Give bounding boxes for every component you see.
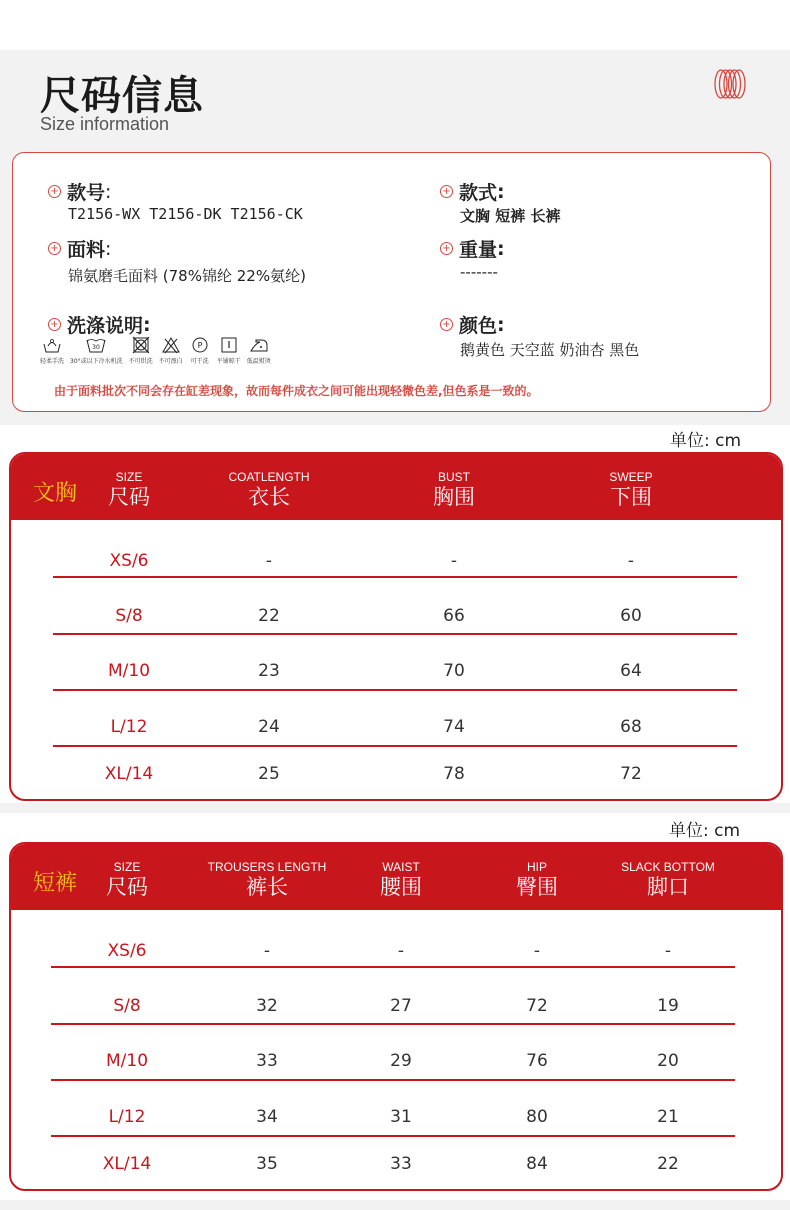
table-cell: 33	[390, 1154, 412, 1174]
table-cell: 35	[256, 1154, 278, 1174]
weight-value: -------	[460, 263, 498, 281]
dry-clean-p-icon: P 可干洗	[189, 336, 211, 365]
plus-circle-icon: +	[440, 318, 453, 331]
table-cell: 24	[258, 717, 280, 737]
table-cell: 78	[443, 764, 465, 784]
table-cell: 32	[256, 996, 278, 1016]
row-divider	[53, 576, 737, 578]
size-cell: S/8	[113, 996, 141, 1016]
weight-heading: + 重量 :	[440, 235, 505, 262]
svg-text:30: 30	[92, 344, 101, 351]
table-cell: 72	[620, 764, 642, 784]
flat-dry-icon: 平铺晾干	[217, 336, 241, 365]
table-cell: 25	[258, 764, 280, 784]
table-cell: -	[397, 941, 405, 961]
column-header-zh: 衣长	[248, 485, 290, 509]
column-header	[609, 470, 652, 510]
rings-decoration-icon	[713, 68, 747, 100]
size-cell: XS/6	[107, 941, 147, 961]
shorts-unit-label: 单位: cm	[669, 821, 741, 841]
column-header-zh: 臀围	[516, 875, 558, 899]
table-cell: 84	[526, 1154, 548, 1174]
table-cell: 74	[443, 717, 465, 737]
row-divider	[51, 1135, 735, 1137]
row-divider	[51, 1079, 735, 1081]
hand-wash-icon: 轻柔手洗	[40, 336, 64, 365]
table-cell: -	[664, 941, 672, 961]
table-cell: 27	[390, 996, 412, 1016]
footer-band	[0, 1200, 790, 1210]
page-subtitle: Size information	[40, 114, 170, 134]
plus-circle-icon: +	[48, 318, 61, 331]
plus-circle-icon: +	[440, 242, 453, 255]
table-cell: -	[450, 551, 458, 571]
size-cell: L/12	[110, 717, 148, 737]
row-divider	[51, 966, 735, 968]
size-cell: XL/14	[102, 1154, 152, 1174]
table-cell: 31	[390, 1107, 412, 1127]
row-divider	[53, 689, 737, 691]
table-header	[11, 844, 781, 910]
column-header	[228, 470, 309, 510]
color-heading: + 颜色 :	[440, 311, 505, 338]
fabric-value: 锦氨磨毛面料 (78%锦纶 22%氨纶)	[68, 267, 306, 285]
table-cell: 64	[620, 661, 642, 681]
no-bleach-icon: 不可漂白	[159, 336, 183, 365]
color-value: 鹅黄色 天空蓝 奶油杏 黑色	[460, 341, 640, 359]
shorts-size-table	[9, 842, 783, 1191]
table-cell: 21	[657, 1107, 679, 1127]
column-header-en: SIZE	[115, 470, 143, 484]
table-cell: 22	[657, 1154, 679, 1174]
size-cell: XL/14	[104, 764, 154, 784]
column-header-zh: 脚口	[646, 875, 689, 899]
no-tumble-dry-icon: 不可烘洗	[129, 336, 153, 365]
style-number-heading: + 款号 :	[48, 178, 111, 205]
column-header	[621, 860, 715, 900]
table-cell: 22	[258, 606, 280, 626]
row-divider	[51, 1023, 735, 1025]
size-cell: M/10	[107, 661, 151, 681]
column-header	[106, 860, 148, 900]
table-cell: -	[627, 551, 635, 571]
column-header-zh: 胸围	[433, 485, 475, 509]
column-header-en: COATLENGTH	[228, 470, 310, 484]
column-header-zh: 尺码	[108, 485, 150, 509]
table-cell: 72	[526, 996, 548, 1016]
table-cell: 80	[526, 1107, 548, 1127]
table-cell: 66	[443, 606, 465, 626]
section-divider-band	[0, 803, 790, 813]
column-header-en: SWEEP	[609, 470, 653, 484]
table-cell: -	[265, 551, 273, 571]
column-header-en: TROUSERS LENGTH	[207, 860, 327, 874]
bra-size-table	[9, 452, 783, 801]
column-header-en: WAIST	[382, 860, 420, 874]
column-header-en: BUST	[437, 470, 470, 484]
wash-30-icon: 30 30°或以下冷水机洗	[70, 336, 123, 365]
style-number-value: T2156-WX T2156-DK T2156-CK	[68, 205, 303, 223]
table-cell: 68	[620, 717, 642, 737]
color-variance-note: 由于面料批次不同会存在缸差现象，故而每件成衣之间可能出现轻微色差,但色系是一致的。	[54, 384, 539, 398]
column-header-zh: 尺码	[106, 875, 148, 899]
low-iron-icon: 低温熨烫	[247, 336, 271, 365]
column-header-zh: 裤长	[246, 875, 288, 899]
column-header	[516, 860, 558, 900]
row-divider	[53, 745, 737, 747]
table-cell: -	[533, 941, 541, 961]
style-heading: + 款式 :	[440, 178, 505, 205]
table-cell: -	[263, 941, 271, 961]
table-cell: 33	[256, 1051, 278, 1071]
plus-circle-icon: +	[440, 185, 453, 198]
wash-care-icons	[40, 336, 277, 365]
table-cell: 19	[657, 996, 679, 1016]
size-cell: M/10	[105, 1051, 149, 1071]
plus-circle-icon: +	[48, 185, 61, 198]
table-cell: 70	[443, 661, 465, 681]
table-header	[11, 454, 781, 520]
column-header	[433, 470, 475, 510]
table-cell: 60	[620, 606, 642, 626]
size-cell: S/8	[115, 606, 143, 626]
table-cell: 29	[390, 1051, 412, 1071]
svg-text:P: P	[197, 341, 203, 350]
table-category-label: 短裤	[33, 871, 78, 896]
style-value: 文胸 短裤 长裤	[460, 207, 561, 225]
plus-circle-icon: +	[48, 242, 61, 255]
column-header-en: HIP	[526, 860, 547, 874]
table-cell: 76	[526, 1051, 548, 1071]
size-cell: L/12	[108, 1107, 146, 1127]
table-cell: 23	[258, 661, 280, 681]
column-header	[108, 470, 150, 510]
column-header-zh: 下围	[610, 485, 652, 509]
column-header-en: SIZE	[113, 860, 141, 874]
table-cell: 34	[256, 1107, 278, 1127]
column-header	[208, 860, 327, 900]
row-divider	[53, 633, 737, 635]
bra-unit-label: 单位: cm	[670, 431, 742, 451]
table-cell: 20	[657, 1051, 679, 1071]
page-title: 尺码信息	[40, 73, 204, 119]
column-header-en: SLACK BOTTOM	[621, 860, 715, 874]
wash-heading: + 洗涤说明 :	[48, 311, 151, 338]
column-header-zh: 腰围	[380, 875, 422, 899]
column-header	[380, 860, 422, 900]
table-category-label: 文胸	[33, 481, 78, 506]
fabric-heading: + 面料 :	[48, 235, 111, 262]
size-cell: XS/6	[109, 551, 149, 571]
